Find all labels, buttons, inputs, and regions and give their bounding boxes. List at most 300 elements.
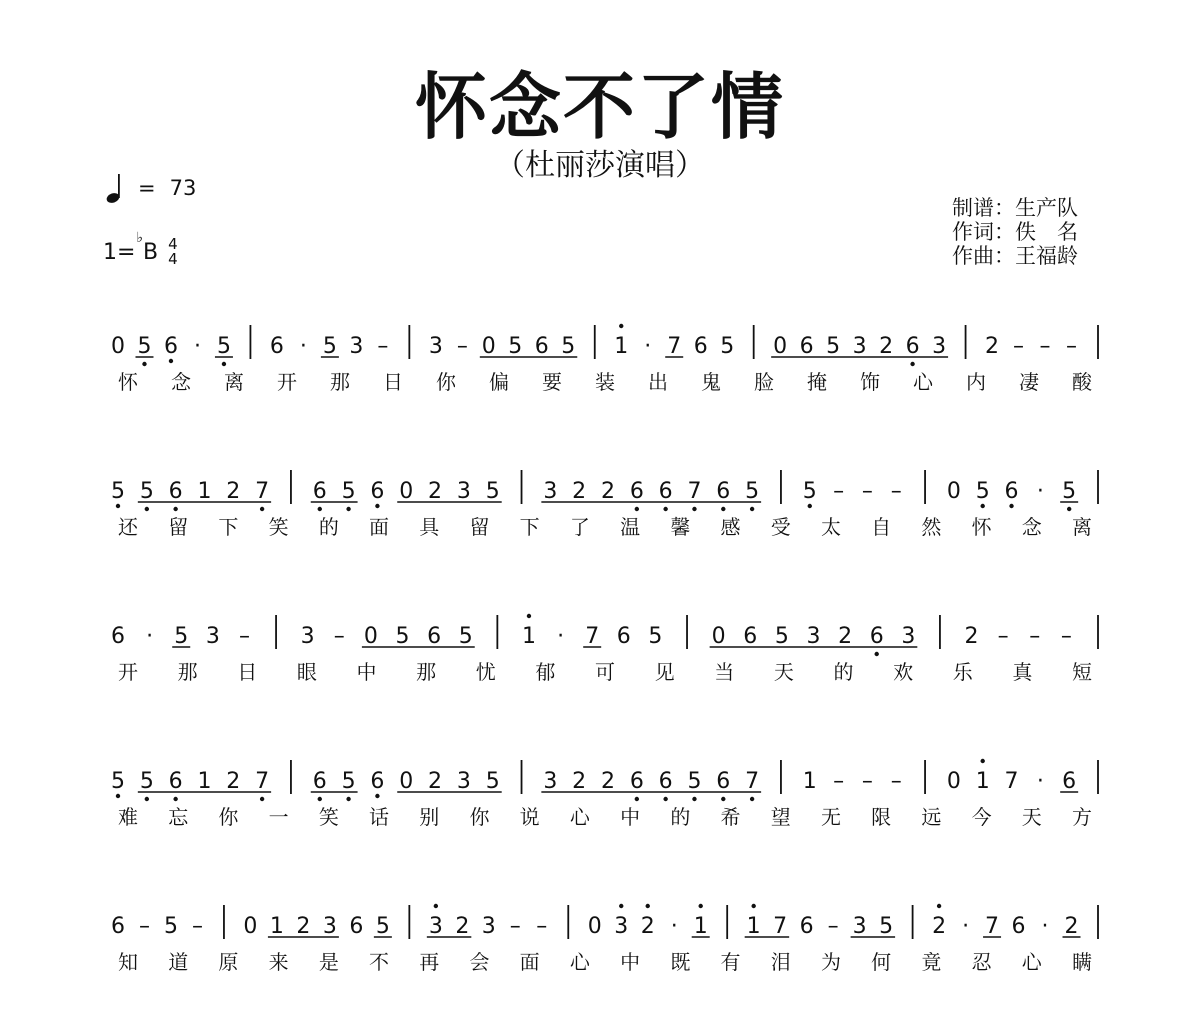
key-prefix: 1= xyxy=(103,239,136,265)
augmentation-dot: · xyxy=(962,914,970,939)
lyric-character: 日 xyxy=(237,660,258,684)
lyric-character: 内 xyxy=(966,370,986,394)
lyric-character: 你 xyxy=(218,805,239,829)
octave-down-dot xyxy=(173,507,177,511)
sustain-dash: – xyxy=(1066,334,1078,359)
lyric-character: 知 xyxy=(118,950,138,974)
sustain-dash: – xyxy=(1039,334,1051,359)
octave-up-dot xyxy=(619,904,623,908)
octave-down-dot xyxy=(721,797,725,801)
note: 5 xyxy=(720,334,735,359)
note: 5 xyxy=(341,479,356,504)
lyric-character: 眼 xyxy=(296,660,317,684)
lyric-character: 饰 xyxy=(860,370,880,394)
lyric-character: 念 xyxy=(171,370,191,394)
note: 1 xyxy=(693,914,708,939)
lyric-character: 天 xyxy=(1021,805,1042,829)
octave-down-dot xyxy=(663,797,667,801)
lyric-character: 那 xyxy=(416,660,437,684)
note: 0 xyxy=(243,914,258,939)
lyric-character: 希 xyxy=(720,805,741,829)
note: 1 xyxy=(269,914,284,939)
octave-down-dot xyxy=(1067,507,1071,511)
lyric-character: 为 xyxy=(820,950,841,974)
lyric-character: 要 xyxy=(542,370,562,394)
note: 5 xyxy=(508,334,523,359)
note: 6 xyxy=(370,479,385,504)
lyric-character: 开 xyxy=(277,370,297,394)
note: 0 xyxy=(399,769,414,794)
note: 1 xyxy=(521,624,536,649)
note: 5 xyxy=(375,914,390,939)
note: 6 xyxy=(1011,914,1026,939)
lyric-character: 远 xyxy=(921,805,942,829)
octave-down-dot xyxy=(663,507,667,511)
lyric-character: 天 xyxy=(773,660,794,684)
lyric-character: 忧 xyxy=(475,660,496,684)
note: 5 xyxy=(1062,479,1077,504)
note: 5 xyxy=(802,479,817,504)
lyric-character: 话 xyxy=(369,805,390,829)
note: 0 xyxy=(946,769,961,794)
lyric-character: 道 xyxy=(168,950,189,974)
lyric-character: 下 xyxy=(519,515,540,539)
lyric-character: 离 xyxy=(1072,515,1092,539)
octave-down-dot xyxy=(260,797,264,801)
sustain-dash: – xyxy=(997,624,1009,649)
note: 5 xyxy=(111,479,125,504)
note: 3 xyxy=(543,769,558,794)
note: 6 xyxy=(716,769,731,794)
lyric-character: 望 xyxy=(770,805,791,829)
note: 2 xyxy=(838,624,853,649)
augmentation-dot: · xyxy=(557,624,565,649)
note: 6 xyxy=(629,479,644,504)
lyric-character: 方 xyxy=(1072,805,1092,829)
note: 7 xyxy=(745,769,760,794)
note: 6 xyxy=(799,334,814,359)
lyric-character: 别 xyxy=(419,805,440,829)
note: 5 xyxy=(485,479,500,504)
lyric-character: 心 xyxy=(569,950,590,974)
note: 5 xyxy=(687,769,702,794)
note: 5 xyxy=(648,624,663,649)
note: 5 xyxy=(216,334,231,359)
lyric-character: 那 xyxy=(330,370,350,394)
octave-down-dot xyxy=(142,362,146,366)
note: 6 xyxy=(111,914,125,939)
note: 6 xyxy=(869,624,884,649)
sustain-dash: – xyxy=(238,624,250,649)
octave-down-dot xyxy=(692,797,696,801)
lyric-character: 可 xyxy=(595,660,615,684)
octave-down-dot xyxy=(116,504,120,508)
note: 6 xyxy=(168,769,183,794)
augmentation-dot: · xyxy=(146,624,154,649)
note: 7 xyxy=(687,479,702,504)
octave-down-dot xyxy=(692,507,696,511)
lyric-character: 瞒 xyxy=(1072,950,1092,974)
lyric-character: 既 xyxy=(670,950,691,974)
lyric-character: 今 xyxy=(971,805,992,829)
lyric-character: 当 xyxy=(714,660,735,684)
octave-down-dot xyxy=(375,504,379,508)
lyric-character: 你 xyxy=(469,805,490,829)
note: 6 xyxy=(658,769,673,794)
octave-up-dot xyxy=(751,904,755,908)
note: 3 xyxy=(300,624,315,649)
flat-sign: ♭ xyxy=(136,230,144,246)
sustain-dash: – xyxy=(456,334,468,359)
note: 1 xyxy=(975,769,990,794)
lyric-character: 掩 xyxy=(807,370,827,394)
augmentation-dot: · xyxy=(644,334,652,359)
octave-down-dot xyxy=(635,797,639,801)
lyric-character: 自 xyxy=(871,515,892,539)
lyric-character: 限 xyxy=(871,805,892,829)
lyric-character: 温 xyxy=(620,515,641,539)
lyric-character: 凄 xyxy=(1019,370,1039,394)
note: 1 xyxy=(197,769,212,794)
lyric-character: 一 xyxy=(268,805,289,829)
augmentation-dot: · xyxy=(670,914,678,939)
note: 3 xyxy=(481,914,496,939)
sustain-dash: – xyxy=(827,914,839,939)
lyric-character: 面 xyxy=(369,515,390,539)
lyric-character: 中 xyxy=(620,805,641,829)
lyric-character: 忘 xyxy=(168,805,189,829)
sustain-dash: – xyxy=(1060,624,1072,649)
note: 6 xyxy=(743,624,758,649)
note: 5 xyxy=(395,624,410,649)
note: 6 xyxy=(269,334,284,359)
lyric-character: 不 xyxy=(369,950,390,974)
lyric-character: 感 xyxy=(720,515,741,539)
lyric-character: 泪 xyxy=(770,950,791,974)
note: 6 xyxy=(349,914,364,939)
note: 5 xyxy=(975,479,990,504)
lyric-character: 何 xyxy=(871,950,892,974)
note: 1 xyxy=(614,334,629,359)
octave-down-dot xyxy=(145,797,149,801)
lyric-character: 再 xyxy=(419,950,440,974)
lyric-character: 装 xyxy=(595,370,615,394)
note: 3 xyxy=(901,624,916,649)
note: 2 xyxy=(964,624,979,649)
note: 3 xyxy=(932,334,947,359)
note: 6 xyxy=(616,624,631,649)
note: 0 xyxy=(481,334,496,359)
octave-down-dot xyxy=(116,794,120,798)
octave-down-dot xyxy=(635,507,639,511)
note: 6 xyxy=(312,479,327,504)
note: 7 xyxy=(255,479,270,504)
lyric-character: 郁 xyxy=(535,660,556,684)
note: 7 xyxy=(255,769,270,794)
augmentation-dot: · xyxy=(299,334,307,359)
note: 7 xyxy=(667,334,682,359)
lyric-character: 酸 xyxy=(1072,370,1092,394)
lyric-character: 留 xyxy=(469,515,490,539)
note: 1 xyxy=(746,914,761,939)
octave-down-dot xyxy=(808,504,812,508)
note: 6 xyxy=(1062,769,1077,794)
augmentation-dot: · xyxy=(1036,769,1044,794)
lyric-character: 会 xyxy=(469,950,490,974)
octave-down-dot xyxy=(910,362,914,366)
tempo-equals: = xyxy=(138,176,156,200)
lyric-character: 偏 xyxy=(489,370,509,394)
octave-down-dot xyxy=(260,507,264,511)
lyric-character: 的 xyxy=(670,805,691,829)
lyric-character: 那 xyxy=(177,660,198,684)
octave-down-dot xyxy=(318,797,322,801)
octave-down-dot xyxy=(222,362,226,366)
credit-lyricist: 作词：佚 名 xyxy=(952,220,1078,244)
sustain-dash: – xyxy=(333,624,345,649)
note: 6 xyxy=(312,769,327,794)
lyric-character: 无 xyxy=(820,805,841,829)
octave-down-dot xyxy=(375,794,379,798)
note: 5 xyxy=(826,334,841,359)
time-signature-bottom: 4 xyxy=(168,250,178,268)
octave-down-dot xyxy=(1009,504,1013,508)
lyric-character: 太 xyxy=(820,515,841,539)
lyric-character: 有 xyxy=(720,950,741,974)
note: 6 xyxy=(111,624,125,649)
note: 7 xyxy=(773,914,788,939)
note: 0 xyxy=(399,479,414,504)
sustain-dash: – xyxy=(509,914,521,939)
lyric-character: 中 xyxy=(356,660,377,684)
octave-up-dot xyxy=(434,904,438,908)
lyric-character: 面 xyxy=(519,950,540,974)
lyric-character: 来 xyxy=(268,950,289,974)
octave-up-dot xyxy=(981,759,985,763)
lyric-character: 笑 xyxy=(318,805,339,829)
note: 6 xyxy=(163,334,178,359)
note: 0 xyxy=(363,624,378,649)
note: 2 xyxy=(428,479,443,504)
lyric-character: 乐 xyxy=(952,660,973,684)
note: 2 xyxy=(226,769,241,794)
note: 3 xyxy=(205,624,220,649)
note: 5 xyxy=(458,624,473,649)
note: 3 xyxy=(806,624,821,649)
note: 5 xyxy=(879,914,894,939)
note: 6 xyxy=(658,479,673,504)
note: 3 xyxy=(456,769,471,794)
sustain-dash: – xyxy=(377,334,389,359)
note: 2 xyxy=(879,334,894,359)
note: 2 xyxy=(932,914,947,939)
lyric-character: 难 xyxy=(118,805,138,829)
note: 3 xyxy=(349,334,364,359)
octave-down-dot xyxy=(750,797,754,801)
score-row xyxy=(111,324,1098,394)
sustain-dash: – xyxy=(536,914,548,939)
note: 0 xyxy=(111,334,125,359)
score-row xyxy=(111,614,1098,684)
lyric-character: 留 xyxy=(168,515,189,539)
credit-arranger: 制谱：生产队 xyxy=(952,196,1078,220)
note: 2 xyxy=(1064,914,1079,939)
octave-down-dot xyxy=(981,504,985,508)
note: 5 xyxy=(139,479,154,504)
lyric-character: 日 xyxy=(383,370,403,394)
time-signature-top: 4 xyxy=(168,235,178,253)
octave-up-dot xyxy=(937,904,941,908)
sustain-dash: – xyxy=(861,769,873,794)
sustain-dash: – xyxy=(138,914,150,939)
note: 6 xyxy=(905,334,920,359)
note: 6 xyxy=(716,479,731,504)
lyric-character: 念 xyxy=(1021,515,1042,539)
note: 1 xyxy=(802,769,817,794)
score-row xyxy=(111,904,1098,974)
note: 0 xyxy=(711,624,726,649)
sustain-dash: – xyxy=(1013,334,1025,359)
octave-up-dot xyxy=(646,904,650,908)
note: 5 xyxy=(111,769,125,794)
octave-down-dot xyxy=(346,797,350,801)
note: 2 xyxy=(226,479,241,504)
lyric-character: 见 xyxy=(654,660,675,684)
lyric-character: 还 xyxy=(118,515,138,539)
lyric-character: 受 xyxy=(770,515,791,539)
augmentation-dot: · xyxy=(1036,479,1044,504)
tempo-bpm: 73 xyxy=(169,176,197,200)
note: 5 xyxy=(174,624,189,649)
note: 5 xyxy=(774,624,789,649)
lyric-character: 真 xyxy=(1012,660,1033,684)
octave-down-dot xyxy=(169,359,173,363)
note: 3 xyxy=(322,914,337,939)
lyric-character: 出 xyxy=(648,370,668,394)
note: 6 xyxy=(629,769,644,794)
note: 3 xyxy=(543,479,558,504)
note: 6 xyxy=(799,914,814,939)
note: 5 xyxy=(137,334,152,359)
octave-up-dot xyxy=(619,324,623,328)
octave-down-dot xyxy=(318,507,322,511)
lyric-character: 脸 xyxy=(754,370,774,394)
song-title: 怀念不了情 xyxy=(414,65,785,149)
note: 3 xyxy=(852,334,867,359)
note: 2 xyxy=(296,914,311,939)
note: 2 xyxy=(572,479,587,504)
lyric-character: 下 xyxy=(218,515,239,539)
lyric-character: 的 xyxy=(318,515,339,539)
lyric-character: 忍 xyxy=(971,950,992,974)
note: 2 xyxy=(601,769,615,794)
key-tonic: B xyxy=(143,239,159,265)
octave-down-dot xyxy=(875,652,879,656)
sustain-dash: – xyxy=(1029,624,1041,649)
note: 3 xyxy=(852,914,867,939)
note: 0 xyxy=(773,334,788,359)
note: 6 xyxy=(1004,479,1019,504)
note: 2 xyxy=(601,479,615,504)
note: 5 xyxy=(139,769,154,794)
lyric-character: 心 xyxy=(913,370,933,394)
octave-down-dot xyxy=(721,507,725,511)
note: 2 xyxy=(428,769,443,794)
octave-down-dot xyxy=(346,507,350,511)
note: 7 xyxy=(985,914,1000,939)
note: 5 xyxy=(341,769,356,794)
lyric-character: 说 xyxy=(519,805,540,829)
augmentation-dot: · xyxy=(193,334,201,359)
sustain-dash: – xyxy=(833,769,845,794)
note: 0 xyxy=(946,479,961,504)
sustain-dash: – xyxy=(191,914,203,939)
note: 7 xyxy=(1004,769,1019,794)
note: 5 xyxy=(485,769,500,794)
lyric-character: 欢 xyxy=(893,660,914,684)
note: 1 xyxy=(197,479,212,504)
lyric-character: 的 xyxy=(833,660,854,684)
note: 6 xyxy=(534,334,549,359)
augmentation-dot: · xyxy=(1041,914,1049,939)
note: 6 xyxy=(427,624,442,649)
lyric-character: 是 xyxy=(318,950,339,974)
octave-down-dot xyxy=(145,507,149,511)
lyric-character: 具 xyxy=(419,515,440,539)
note: 2 xyxy=(455,914,470,939)
sustain-dash: – xyxy=(861,479,873,504)
lyric-character: 心 xyxy=(569,805,590,829)
lyric-character: 中 xyxy=(620,950,641,974)
sustain-dash: – xyxy=(890,769,902,794)
sustain-dash: – xyxy=(890,479,902,504)
credit-composer: 作曲：王福龄 xyxy=(952,244,1078,268)
lyric-character: 你 xyxy=(436,370,456,394)
lyric-character: 馨 xyxy=(670,515,691,539)
octave-down-dot xyxy=(173,797,177,801)
note: 3 xyxy=(614,914,629,939)
lyric-character: 笑 xyxy=(268,515,289,539)
lyric-character: 心 xyxy=(1021,950,1042,974)
lyric-character: 然 xyxy=(921,515,942,539)
note: 3 xyxy=(456,479,471,504)
note: 7 xyxy=(585,624,600,649)
note: 6 xyxy=(693,334,708,359)
score-row xyxy=(111,759,1098,829)
score-row xyxy=(111,470,1098,539)
note: 2 xyxy=(572,769,587,794)
note: 6 xyxy=(370,769,385,794)
lyric-character: 短 xyxy=(1072,660,1092,684)
lyric-character: 原 xyxy=(218,950,239,974)
note: 6 xyxy=(168,479,183,504)
note: 2 xyxy=(985,334,1000,359)
note: 5 xyxy=(745,479,760,504)
note: 5 xyxy=(322,334,337,359)
lyric-character: 开 xyxy=(118,660,138,684)
octave-up-dot xyxy=(699,904,703,908)
note: 2 xyxy=(640,914,655,939)
sustain-dash: – xyxy=(833,479,845,504)
octave-up-dot xyxy=(527,614,531,618)
note: 0 xyxy=(587,914,602,939)
lyric-character: 了 xyxy=(569,515,590,539)
lyric-character: 离 xyxy=(224,370,244,394)
lyric-character: 鬼 xyxy=(701,370,721,394)
lyric-character: 竟 xyxy=(921,950,942,974)
octave-down-dot xyxy=(750,507,754,511)
lyric-character: 怀 xyxy=(971,515,992,539)
